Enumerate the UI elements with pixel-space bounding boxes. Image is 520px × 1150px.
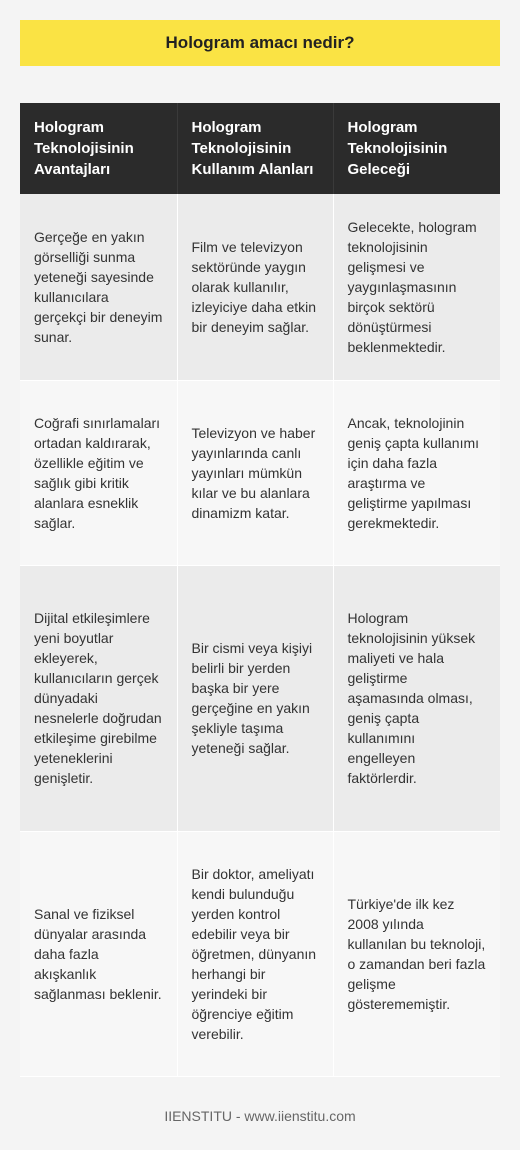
page-title-text: Hologram amacı nedir?: [165, 33, 355, 52]
table-cell: Coğrafi sınırlamaları ortadan kaldırarak, özellikle eğitim ve sağlık gibi kritik alanlara esneklik sağlar.: [20, 380, 177, 565]
table-cell: Film ve televizyon sektöründe yaygın olarak kullanılır, izleyiciye daha etkin bir deneyim sağlar.: [177, 194, 333, 380]
header-usage-areas: Hologram Teknolojisinin Kullanım Alanları: [177, 103, 333, 194]
header-future: Hologram Teknolojisinin Geleceği: [333, 103, 500, 194]
table-cell: Bir cismi veya kişiyi belirli bir yerden başka bir yere gerçeğine en yakın şekliyle taşıma yeteneği sağlar.: [177, 565, 333, 831]
table-cell: Ancak, teknolojinin geniş çapta kullanımı için daha fazla araştırma ve geliştirme yapılması gerekmektedir.: [333, 380, 500, 565]
table-cell: Gelecekte, hologram teknolojisinin gelişmesi ve yaygınlaşmasının birçok sektörü dönüştürmesi beklenmektedir.: [333, 194, 500, 380]
table-cell: Türkiye'de ilk kez 2008 yılında kullanılan bu teknoloji, o zamandan beri fazla gelişme gösterememiştir.: [333, 831, 500, 1076]
table-cell: Dijital etkileşimlere yeni boyutlar ekleyerek, kullanıcıların gerçek dünyadaki nesnelerle doğrudan etkileşime girebilme yeteneklerini genişletir.: [20, 565, 177, 831]
table-cell: Televizyon ve haber yayınlarında canlı yayınları mümkün kılar ve bu alanlara dinamizm katar.: [177, 380, 333, 565]
table-row: [20, 380, 500, 565]
table-row: [20, 831, 500, 1076]
table-cell: Sanal ve fiziksel dünyalar arasında daha fazla akışkanlık sağlanması beklenir.: [20, 831, 177, 1076]
table-header-row: [20, 103, 500, 194]
page-title: [20, 20, 500, 66]
table-row: [20, 194, 500, 380]
table-cell: Hologram teknolojisinin yüksek maliyeti ve hala geliştirme aşamasında olması, geniş çapta kullanımını engelleyen faktörlerdir.: [333, 565, 500, 831]
table-cell: Bir doktor, ameliyatı kendi bulunduğu yerden kontrol edebilir veya bir öğretmen, dünyanın herhangi bir yerindeki bir öğrenciye eğitim verebilir.: [177, 831, 333, 1076]
table-cell: Gerçeğe en yakın görselliği sunma yeteneği sayesinde kullanıcılara gerçekçi bir deneyim sunar.: [20, 194, 177, 380]
header-advantages: Hologram Teknolojisinin Avantajları: [20, 103, 177, 194]
table-row: [20, 565, 500, 831]
footer-credit: IIENSTITU - www.iienstitu.com: [164, 1108, 356, 1124]
comparison-table: [20, 103, 500, 1077]
